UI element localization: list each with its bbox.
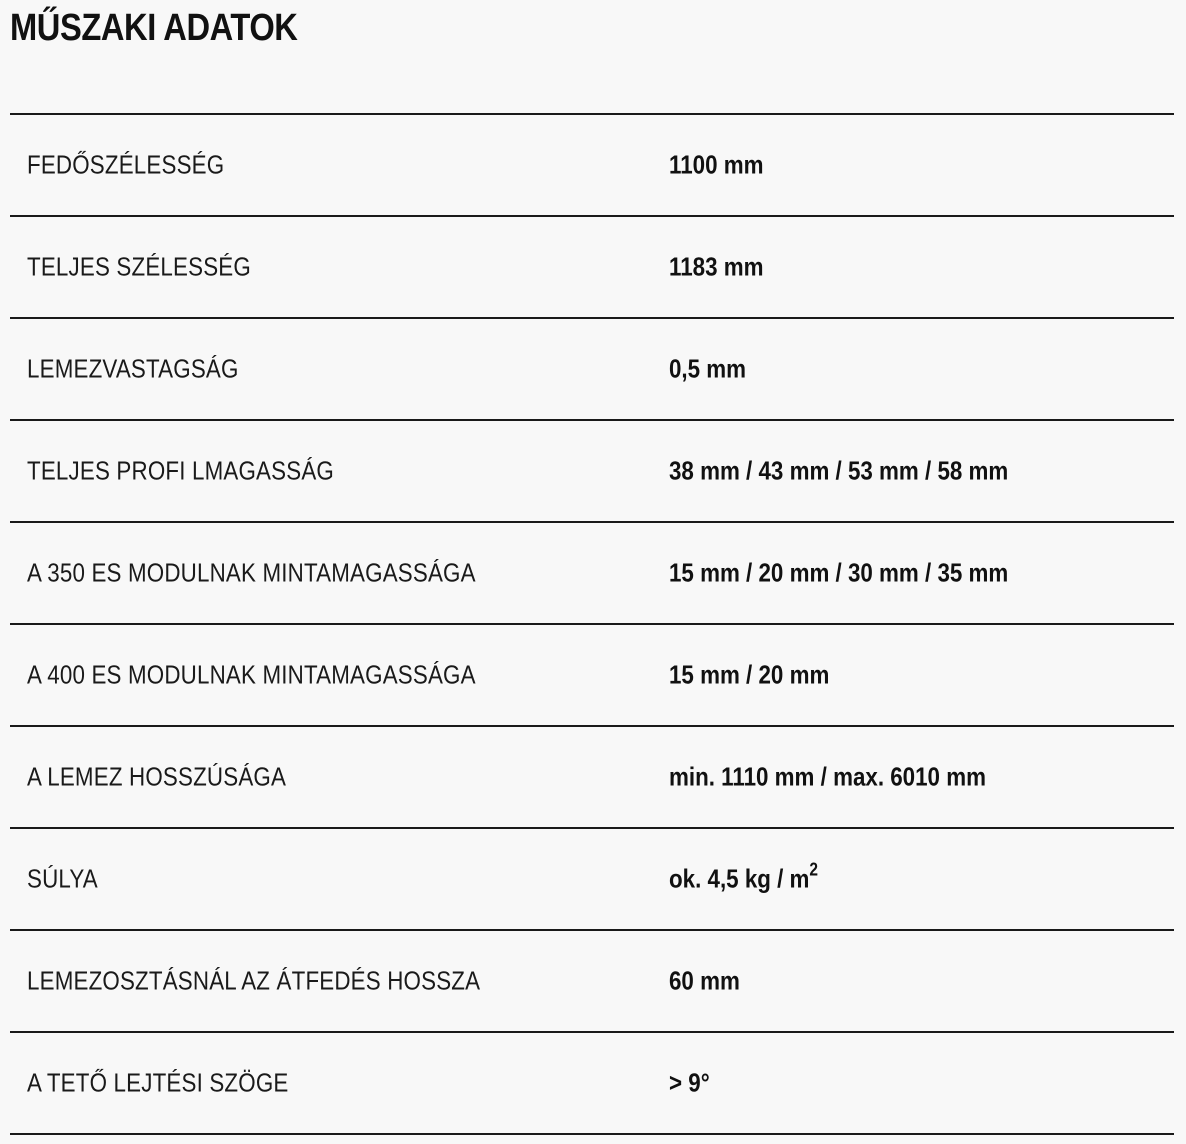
spec-label: A TETŐ LEJTÉSI SZÖGE	[27, 1067, 289, 1098]
spec-value	[669, 859, 819, 895]
spec-label: SÚLYA	[27, 863, 98, 894]
spec-value: 0,5 mm	[669, 353, 747, 384]
spec-label: LEMEZOSZTÁSNÁL AZ ÁTFEDÉS HOSSZA	[27, 965, 481, 996]
spec-value: 1100 mm	[669, 149, 764, 180]
spec-row	[10, 115, 1174, 217]
spec-value: 38 mm / 43 mm / 53 mm / 58 mm	[669, 455, 1009, 486]
spec-value-text: ok. 4,5 kg / m	[669, 863, 810, 894]
spec-row	[10, 217, 1174, 319]
spec-row	[10, 625, 1174, 727]
spec-row	[10, 523, 1174, 625]
spec-value: 15 mm / 20 mm	[669, 659, 830, 690]
spec-value: 1183 mm	[669, 251, 764, 282]
spec-label: FEDŐSZÉLESSÉG	[27, 149, 225, 180]
spec-row	[10, 421, 1174, 523]
spec-row	[10, 319, 1174, 421]
spec-value: 15 mm / 20 mm / 30 mm / 35 mm	[669, 557, 1009, 588]
page-title: MŰSZAKI ADATOK	[10, 7, 298, 49]
spec-row	[10, 1033, 1174, 1135]
spec-label: A LEMEZ HOSSZÚSÁGA	[27, 761, 287, 792]
spec-label: TELJES PROFI LMAGASSÁG	[27, 455, 334, 486]
specs-table	[10, 113, 1174, 1135]
spec-value: 60 mm	[669, 965, 740, 996]
superscript: 2	[809, 859, 819, 880]
spec-value: > 9°	[669, 1067, 710, 1098]
spec-row	[10, 931, 1174, 1033]
spec-row	[10, 829, 1174, 931]
spec-label: LEMEZVASTAGSÁG	[27, 353, 239, 384]
spec-label: TELJES SZÉLESSÉG	[27, 251, 251, 282]
spec-row	[10, 727, 1174, 829]
spec-label: A 400 ES MODULNAK MINTAMAGASSÁGA	[27, 659, 476, 690]
spec-value: min. 1110 mm / max. 6010 mm	[669, 761, 986, 792]
spec-label: A 350 ES MODULNAK MINTAMAGASSÁGA	[27, 557, 476, 588]
